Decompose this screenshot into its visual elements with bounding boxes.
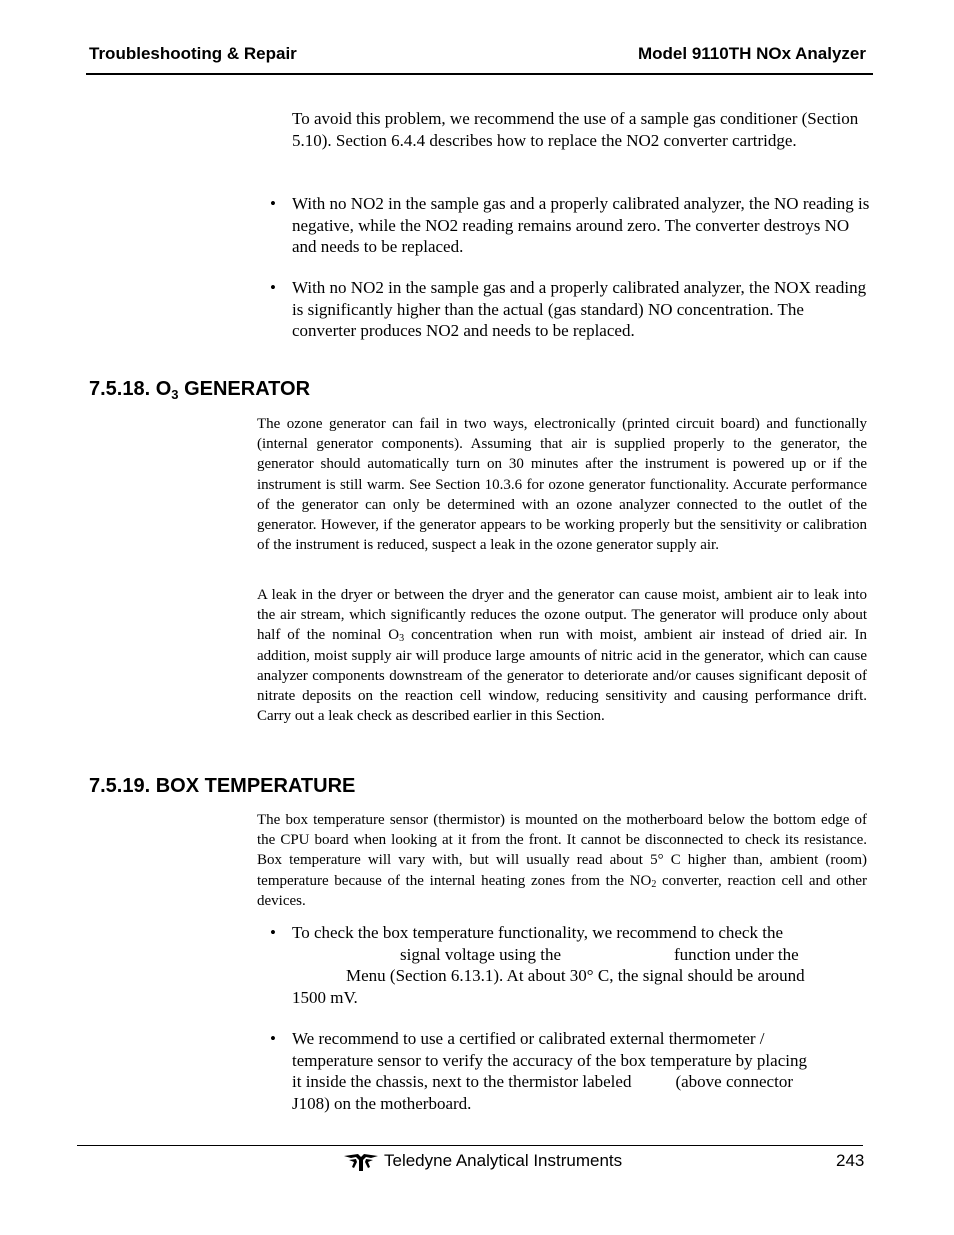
o3-paragraph-1: The ozone generator can fail in two ways, electronically (printed circuit board) and functionally (internal generator components). Assuming that air is supplied properly to the generator, the generator should automatically turn on 30 minutes after the instrument is powered up or if the instrument is still warm. See Section 10.3.6 for ozone generator functionality. Accurate performance of the generator can only be determined with an ozone analyzer connected to the outlet of the generator. However, if the generator appears to be working properly but the sensitivity or calibration of the instrument is reduced, suspect a leak in the ozone generator supply air.	[257, 416, 867, 554]
bullet-marker: •	[270, 278, 276, 297]
bullet-item-thermometer	[292, 1028, 872, 1114]
bullet-item-nox-reading: With no NO2 in the sample gas and a properly calibrated analyzer, the NOX reading is significantly higher than the actual (gas standard) NO concentration. The converter produces NO2 and needs to be replaced.	[292, 278, 867, 340]
intro-paragraph: To avoid this problem, we recommend the use of a sample gas conditioner (Section 5.10). Section 6.4.4 describes how to replace the NO2 converter cartridge.	[292, 109, 859, 150]
bullet-marker: •	[270, 1029, 276, 1048]
header-divider	[86, 73, 873, 75]
bullet-line: J108) on the motherboard.	[292, 1093, 472, 1113]
box-temp-paragraph: The box temperature sensor (thermistor) is mounted on the motherboard below the bottom edge of the CPU board when looking at it from the front. It cannot be disconnected to check its resistance. Box temperature will vary with, but will usually read about 5° C higher than, ambient (room) temperature because of the internal heating zones from the $NO_2$ converter, reaction cell and other devices.	[257, 812, 867, 909]
teledyne-logo-icon	[344, 1152, 378, 1172]
header-section-title: Troubleshooting & Repair	[89, 44, 297, 63]
bullet-line: it inside the chassis, next to the thermistor labeled (above connector	[292, 1072, 793, 1091]
header-document-title: Model 9110TH NOx Analyzer	[637, 44, 866, 63]
bullet-line: temperature sensor to verify the accuracy of the box temperature by placing	[292, 1050, 807, 1070]
o3-paragraph-2: A leak in the dryer or between the dryer and the generator can cause moist, ambient air to leak into the air stream, which significantly reduces the ozone output. The generator will produce only about half of the nominal $O_3$ concentration when run with moist, ambient air instead of dried air. In addition, moist supply air will produce large amounts of nitric acid in the generator, which can cause analyzer components downstream of the generator to deteriorate and/or causes significant deposit of nitrate deposits on the reaction cell window, reducing sensitivity and causing performance drift. Carry out a leak check as described earlier in this Section.	[257, 587, 867, 725]
page-number: 243	[836, 1151, 865, 1170]
section-heading-o3-generator: 7.5.18. $O_3$ GENERATOR	[89, 378, 311, 402]
bullet-line: signal voltage using the function under the	[400, 944, 799, 964]
bullet-item-no-reading: With no NO2 in the sample gas and a properly calibrated analyzer, the NO reading is negative, while the NO2 reading remains around zero. The converter destroys NO and needs to be replaced.	[292, 194, 870, 256]
bullet-marker: •	[270, 194, 276, 213]
footer-company-name: Teledyne Analytical Instruments	[384, 1151, 623, 1170]
bullet-line: 1500 mV.	[292, 987, 358, 1007]
bullet-line: Menu (Section 6.13.1). At about 30° C, the signal should be around	[346, 966, 805, 985]
footer-divider	[77, 1145, 863, 1146]
bullet-marker: •	[270, 923, 276, 942]
section-heading-box-temperature: 7.5.19. BOX TEMPERATURE	[89, 775, 356, 797]
bullet-item-box-temp-check	[292, 922, 872, 1008]
bullet-line: To check the box temperature functionality, we recommend to check the	[292, 923, 783, 942]
bullet-line: We recommend to use a certified or calibrated external thermometer /	[292, 1029, 765, 1048]
